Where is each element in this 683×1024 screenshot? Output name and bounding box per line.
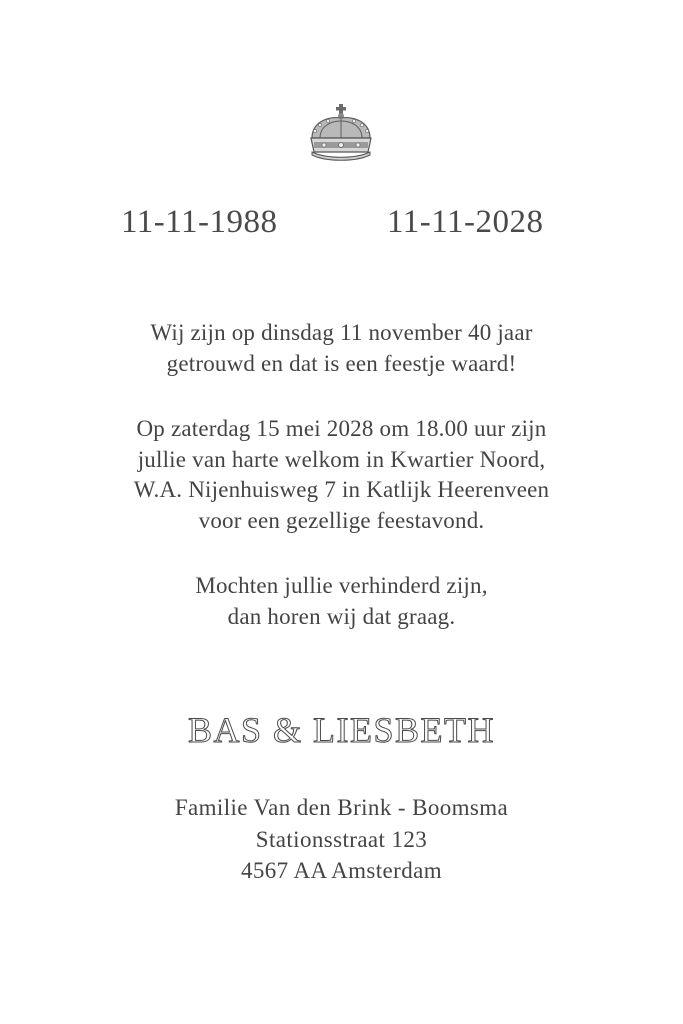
announcement-paragraph: [0, 318, 683, 379]
text-line: W.A. Nijenhuisweg 7 in Katlijk Heerenveen: [133, 477, 550, 502]
text-line: Wij zijn op dinsdag 11 november 40 jaar: [150, 320, 533, 345]
address-line: 4567 AA Amsterdam: [240, 858, 443, 883]
wedding-date: 11-11-1988: [121, 204, 278, 240]
crown-icon: [306, 104, 376, 162]
couple-names: BAS & LIESBETH: [187, 710, 495, 750]
text-line: getrouwd en dat is een feestje waard!: [166, 350, 517, 376]
dates-row: [0, 200, 683, 244]
text-line: dan horen wij dat graag.: [227, 603, 456, 629]
text-line: Mochten jullie verhinderd zijn,: [195, 573, 488, 598]
address-line: Familie Van den Brink - Boomsma: [174, 795, 509, 820]
text-line: Op zaterdag 15 mei 2028 om 18.00 uur zijn: [136, 416, 547, 441]
invitation-paragraph: [0, 414, 683, 536]
address-block: [0, 792, 683, 887]
anniversary-date: 11-11-2028: [387, 204, 544, 240]
rsvp-paragraph: [0, 571, 683, 632]
address-line: Stationsstraat 123: [255, 826, 428, 852]
text-line: jullie van harte welkom in Kwartier Noord,: [137, 446, 546, 472]
text-line: voor een gezellige feestavond.: [198, 507, 485, 533]
